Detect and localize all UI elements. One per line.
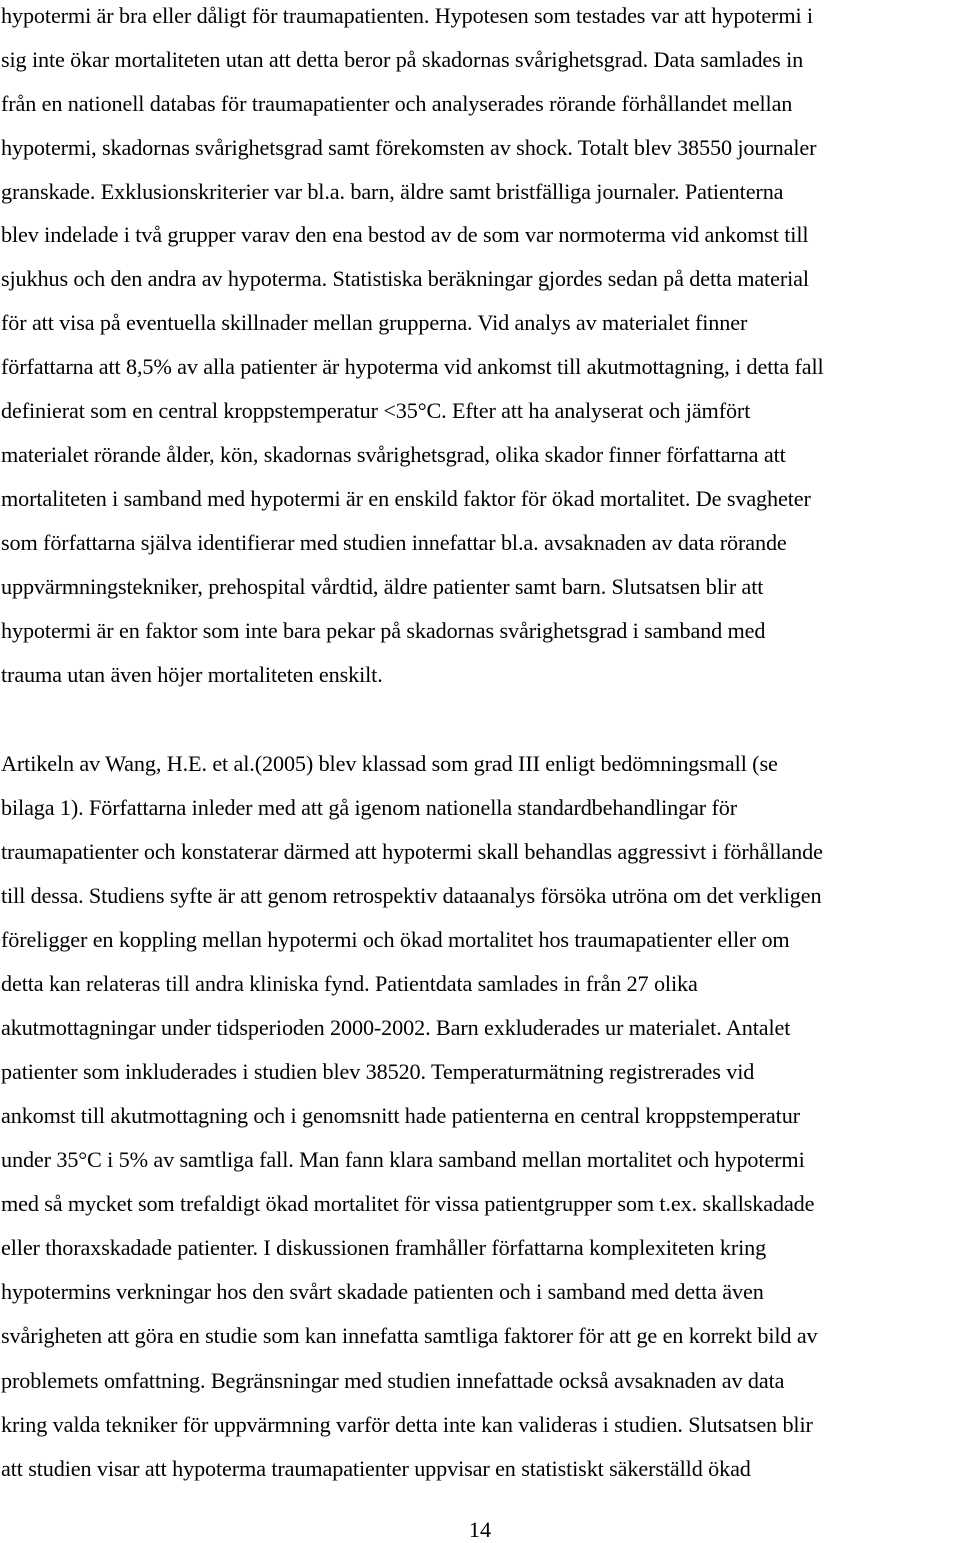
page-number: 14: [468, 1517, 492, 1542]
text-line: svårigheten att göra en studie som kan innefatta samtliga faktorer för att ge en korrekt bild av: [1, 1323, 818, 1348]
text-line: föreligger en koppling mellan hypotermi och ökad mortalitet hos traumapatienter eller om: [1, 927, 790, 952]
text-line: eller thoraxskadade patienter. I diskussionen framhåller författarna komplexiteten kring: [1, 1235, 767, 1260]
text-line: hypotermi är en faktor som inte bara pekar på skadornas svårighetsgrad i samband med: [1, 618, 766, 643]
text-line: sjukhus och den andra av hypoterma. Statistiska beräkningar gjordes sedan på detta material: [1, 266, 809, 291]
text-line: blev indelade i två grupper varav den ena bestod av de som var normoterma vid ankomst till: [1, 222, 809, 247]
text-line: akutmottagningar under tidsperioden 2000-2002. Barn exkluderades ur materialet. Antalet: [1, 1015, 791, 1040]
text-line: hypotermi är bra eller dåligt för traumapatienten. Hypotesen som testades var att hypotermi i: [1, 3, 813, 28]
text-line: trauma utan även höjer mortaliteten enskilt.: [1, 662, 383, 687]
text-line: med så mycket som trefaldigt ökad mortalitet för vissa patientgrupper som t.ex. skallskadade: [1, 1191, 815, 1216]
text-line: sig inte ökar mortaliteten utan att detta beror på skadornas svårighetsgrad. Data samlades in: [1, 47, 804, 72]
text-line: granskade. Exklusionskriterier var bl.a. barn, äldre samt bristfälliga journaler. Patienterna: [1, 179, 784, 204]
text-line: författarna att 8,5% av alla patienter är hypoterma vid ankomst till akutmottagning, i detta fall: [1, 354, 824, 379]
text-line: till dessa. Studiens syfte är att genom retrospektiv dataanalys försöka utröna om det verkligen: [1, 883, 822, 908]
text-line: definierat som en central kroppstemperatur <35°C. Efter att ha analyserat och jämfört: [1, 398, 751, 423]
text-line: som författarna själva identifierar med studien innefattar bl.a. avsaknaden av data rörande: [1, 530, 787, 555]
text-line: hypotermins verkningar hos den svårt skadade patienten och i samband med detta även: [1, 1279, 764, 1304]
text-line: uppvärmningstekniker, prehospital vårdtid, äldre patienter samt barn. Slutsatsen blir att: [1, 574, 764, 599]
text-line: för att visa på eventuella skillnader mellan grupperna. Vid analys av materialet finner: [1, 310, 748, 335]
text-line: från en nationell databas för traumapatienter och analyserades rörande förhållandet mellan: [1, 91, 793, 116]
text-line: att studien visar att hypoterma traumapatienter uppvisar en statistiskt säkerställd ökad: [1, 1456, 751, 1481]
text-line: detta kan relateras till andra kliniska fynd. Patientdata samlades in från 27 olika: [1, 971, 698, 996]
text-line: under 35°C i 5% av samtliga fall. Man fann klara samband mellan mortalitet och hypotermi: [1, 1147, 805, 1172]
text-line: patienter som inkluderades i studien blev 38520. Temperaturmätning registrerades vid: [1, 1059, 755, 1084]
text-line: bilaga 1). Författarna inleder med att gå igenom nationella standardbehandlingar för: [1, 795, 738, 820]
text-line: hypotermi, skadornas svårighetsgrad samt förekomsten av shock. Totalt blev 38550 journaler: [1, 135, 817, 160]
text-line: Artikeln av Wang, H.E. et al.(2005) blev klassad som grad III enligt bedömningsmall (se: [1, 751, 778, 776]
text-line: materialet rörande ålder, kön, skadornas svårighetsgrad, olika skador finner författarna att: [1, 442, 786, 467]
text-line: traumapatienter och konstaterar därmed att hypotermi skall behandlas aggressivt i förhållande: [1, 839, 823, 864]
text-line: problemets omfattning. Begränsningar med studien innefattade också avsaknaden av data: [1, 1368, 785, 1393]
text-line: ankomst till akutmottagning och i genomsnitt hade patienterna en central kroppstemperatur: [1, 1103, 800, 1128]
text-line: mortaliteten i samband med hypotermi är en enskild faktor för ökad mortalitet. De svagheter: [1, 486, 811, 511]
text-line: kring valda tekniker för uppvärmning varför detta inte kan valideras i studien. Slutsatsen blir: [1, 1412, 813, 1437]
